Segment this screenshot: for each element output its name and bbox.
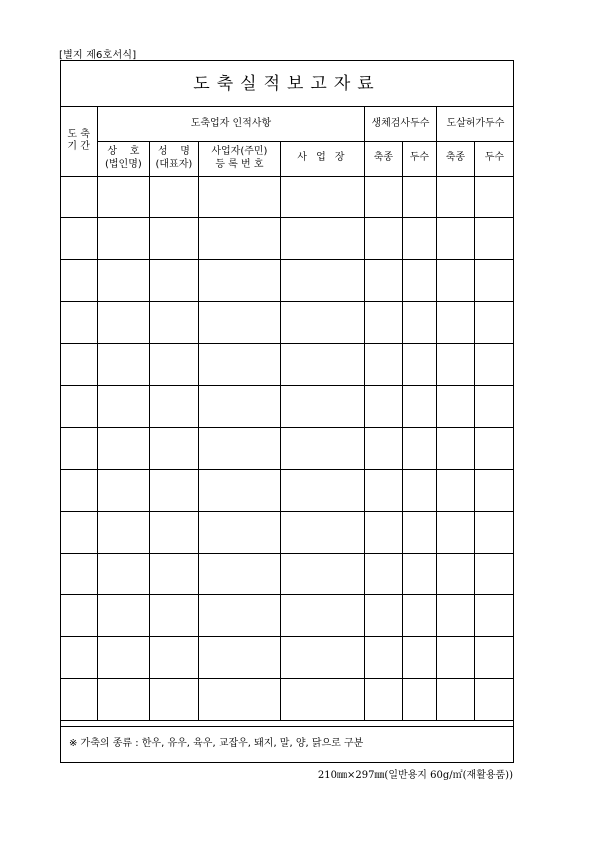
table-cell[interactable] bbox=[198, 469, 280, 511]
table-row bbox=[60, 637, 514, 679]
table-cell[interactable] bbox=[402, 511, 436, 553]
header-row-sub bbox=[60, 141, 514, 176]
table-cell[interactable] bbox=[60, 679, 97, 721]
table-cell[interactable] bbox=[280, 427, 364, 469]
table-cell[interactable] bbox=[198, 511, 280, 553]
report-form bbox=[60, 60, 514, 763]
table-cell[interactable] bbox=[402, 344, 436, 386]
table-cell[interactable] bbox=[149, 637, 198, 679]
table-row bbox=[60, 595, 514, 637]
table-row bbox=[60, 511, 514, 553]
table-cell[interactable] bbox=[364, 511, 402, 553]
table-cell[interactable] bbox=[364, 260, 402, 302]
table-cell[interactable] bbox=[60, 385, 97, 427]
table-cell[interactable] bbox=[364, 427, 402, 469]
header-representative: 성 명 (대표자) bbox=[149, 141, 198, 176]
table-cell[interactable] bbox=[364, 637, 402, 679]
table-cell[interactable] bbox=[474, 344, 514, 386]
table-cell[interactable] bbox=[402, 302, 436, 344]
header-period: 도 축 기 간 bbox=[60, 107, 97, 176]
table-cell[interactable] bbox=[474, 302, 514, 344]
table-cell[interactable] bbox=[364, 469, 402, 511]
table-cell[interactable] bbox=[60, 176, 97, 218]
table-cell[interactable] bbox=[364, 344, 402, 386]
table-cell[interactable] bbox=[402, 553, 436, 595]
table-cell[interactable] bbox=[60, 595, 97, 637]
table-cell[interactable] bbox=[97, 637, 149, 679]
table-cell[interactable] bbox=[149, 302, 198, 344]
table-cell[interactable] bbox=[474, 595, 514, 637]
table-row bbox=[60, 385, 514, 427]
table-cell[interactable] bbox=[97, 176, 149, 218]
table-cell[interactable] bbox=[280, 679, 364, 721]
table-cell[interactable] bbox=[402, 176, 436, 218]
header-species-inspection: 축종 bbox=[364, 141, 402, 176]
table-row bbox=[60, 302, 514, 344]
table-cell[interactable] bbox=[436, 176, 474, 218]
table-cell[interactable] bbox=[474, 385, 514, 427]
table-cell[interactable] bbox=[436, 385, 474, 427]
header-business-info: 도축업자 인적사항 bbox=[97, 107, 364, 141]
table-cell[interactable] bbox=[149, 595, 198, 637]
table-cell[interactable] bbox=[402, 595, 436, 637]
form-title: 도축실적보고자료 bbox=[61, 61, 513, 107]
table-cell[interactable] bbox=[364, 385, 402, 427]
table-cell[interactable] bbox=[149, 511, 198, 553]
table-cell[interactable] bbox=[149, 553, 198, 595]
table-cell[interactable] bbox=[97, 511, 149, 553]
table-cell[interactable] bbox=[364, 218, 402, 260]
table-row bbox=[60, 218, 514, 260]
table-cell[interactable] bbox=[97, 385, 149, 427]
table-cell[interactable] bbox=[474, 218, 514, 260]
table-cell[interactable] bbox=[436, 344, 474, 386]
header-count-inspection: 두수 bbox=[402, 141, 436, 176]
table-cell[interactable] bbox=[436, 679, 474, 721]
table-cell[interactable] bbox=[97, 553, 149, 595]
table-cell[interactable] bbox=[198, 302, 280, 344]
table-cell[interactable] bbox=[97, 344, 149, 386]
table-cell[interactable] bbox=[364, 679, 402, 721]
header-site: 사 업 장 bbox=[280, 141, 364, 176]
table-cell[interactable] bbox=[97, 218, 149, 260]
table-cell[interactable] bbox=[198, 637, 280, 679]
table-cell[interactable] bbox=[280, 637, 364, 679]
table-row bbox=[60, 469, 514, 511]
table-cell[interactable] bbox=[436, 595, 474, 637]
table-cell[interactable] bbox=[149, 385, 198, 427]
table-cell[interactable] bbox=[198, 595, 280, 637]
header-row-top bbox=[60, 107, 514, 141]
table-cell[interactable] bbox=[280, 553, 364, 595]
table-cell[interactable] bbox=[436, 469, 474, 511]
livestock-note: ※ 가축의 종류 : 한우, 유우, 육우, 교잡우, 돼지, 말, 양, 닭으로 구분 bbox=[61, 726, 513, 762]
table-cell[interactable] bbox=[198, 553, 280, 595]
table-cell[interactable] bbox=[402, 469, 436, 511]
table-cell[interactable] bbox=[364, 176, 402, 218]
table-cell[interactable] bbox=[474, 469, 514, 511]
table-cell[interactable] bbox=[280, 260, 364, 302]
header-species-permit: 축종 bbox=[436, 141, 474, 176]
form-number-label: [별지 제6호서식] bbox=[59, 50, 137, 61]
table-row bbox=[60, 427, 514, 469]
table-cell[interactable] bbox=[97, 469, 149, 511]
table-cell[interactable] bbox=[436, 302, 474, 344]
table-cell[interactable] bbox=[149, 469, 198, 511]
table-cell[interactable] bbox=[280, 385, 364, 427]
table-cell[interactable] bbox=[402, 427, 436, 469]
table-cell[interactable] bbox=[280, 344, 364, 386]
table-cell[interactable] bbox=[60, 469, 97, 511]
header-registration-no: 사업자(주민) 등 록 번 호 bbox=[198, 141, 280, 176]
table-cell[interactable] bbox=[280, 176, 364, 218]
table-cell[interactable] bbox=[364, 595, 402, 637]
table-cell[interactable] bbox=[402, 637, 436, 679]
report-table bbox=[60, 107, 514, 721]
table-cell[interactable] bbox=[280, 511, 364, 553]
table-cell[interactable] bbox=[364, 302, 402, 344]
table-cell[interactable] bbox=[97, 427, 149, 469]
table-cell[interactable] bbox=[198, 218, 280, 260]
header-trade-name: 상 호 (법인명) bbox=[97, 141, 149, 176]
header-permit: 도살허가두수 bbox=[436, 107, 514, 141]
table-cell[interactable] bbox=[60, 553, 97, 595]
table-cell[interactable] bbox=[474, 553, 514, 595]
table-cell[interactable] bbox=[198, 344, 280, 386]
table-cell[interactable] bbox=[436, 637, 474, 679]
table-cell[interactable] bbox=[198, 679, 280, 721]
paper-spec-footer: 210㎜×297㎜(일반용지 60g/㎡(재활용품)) bbox=[317, 770, 513, 781]
table-cell[interactable] bbox=[474, 260, 514, 302]
table-cell[interactable] bbox=[60, 260, 97, 302]
header-count-permit: 두수 bbox=[474, 141, 514, 176]
table-cell[interactable] bbox=[280, 469, 364, 511]
table-cell[interactable] bbox=[436, 260, 474, 302]
table-cell[interactable] bbox=[149, 218, 198, 260]
table-cell[interactable] bbox=[474, 637, 514, 679]
table-cell[interactable] bbox=[198, 260, 280, 302]
table-cell[interactable] bbox=[402, 385, 436, 427]
table-cell[interactable] bbox=[402, 679, 436, 721]
table-cell[interactable] bbox=[60, 511, 97, 553]
table-cell[interactable] bbox=[474, 511, 514, 553]
table-row bbox=[60, 344, 514, 386]
table-cell[interactable] bbox=[198, 427, 280, 469]
table-cell[interactable] bbox=[60, 427, 97, 469]
table-cell[interactable] bbox=[402, 260, 436, 302]
table-cell[interactable] bbox=[402, 218, 436, 260]
table-cell[interactable] bbox=[436, 427, 474, 469]
table-row bbox=[60, 176, 514, 218]
table-body bbox=[60, 176, 514, 721]
table-cell[interactable] bbox=[364, 553, 402, 595]
table-row bbox=[60, 679, 514, 721]
table-cell[interactable] bbox=[149, 679, 198, 721]
table-cell[interactable] bbox=[436, 511, 474, 553]
table-cell[interactable] bbox=[198, 385, 280, 427]
table-cell[interactable] bbox=[97, 260, 149, 302]
header-inspection: 생체검사두수 bbox=[364, 107, 436, 141]
table-cell[interactable] bbox=[436, 553, 474, 595]
table-row bbox=[60, 260, 514, 302]
table-cell[interactable] bbox=[149, 344, 198, 386]
table-cell[interactable] bbox=[60, 344, 97, 386]
table-cell[interactable] bbox=[60, 637, 97, 679]
table-cell[interactable] bbox=[280, 218, 364, 260]
table-cell[interactable] bbox=[60, 302, 97, 344]
table-row bbox=[60, 553, 514, 595]
table-cell[interactable] bbox=[60, 218, 97, 260]
table-cell[interactable] bbox=[474, 427, 514, 469]
table-cell[interactable] bbox=[436, 218, 474, 260]
table-cell[interactable] bbox=[97, 679, 149, 721]
table-cell[interactable] bbox=[474, 176, 514, 218]
table-cell[interactable] bbox=[280, 595, 364, 637]
table-cell[interactable] bbox=[97, 595, 149, 637]
table-cell[interactable] bbox=[149, 260, 198, 302]
table-cell[interactable] bbox=[474, 679, 514, 721]
table-cell[interactable] bbox=[97, 302, 149, 344]
table-cell[interactable] bbox=[149, 427, 198, 469]
table-cell[interactable] bbox=[198, 176, 280, 218]
table-cell[interactable] bbox=[149, 176, 198, 218]
table-cell[interactable] bbox=[280, 302, 364, 344]
